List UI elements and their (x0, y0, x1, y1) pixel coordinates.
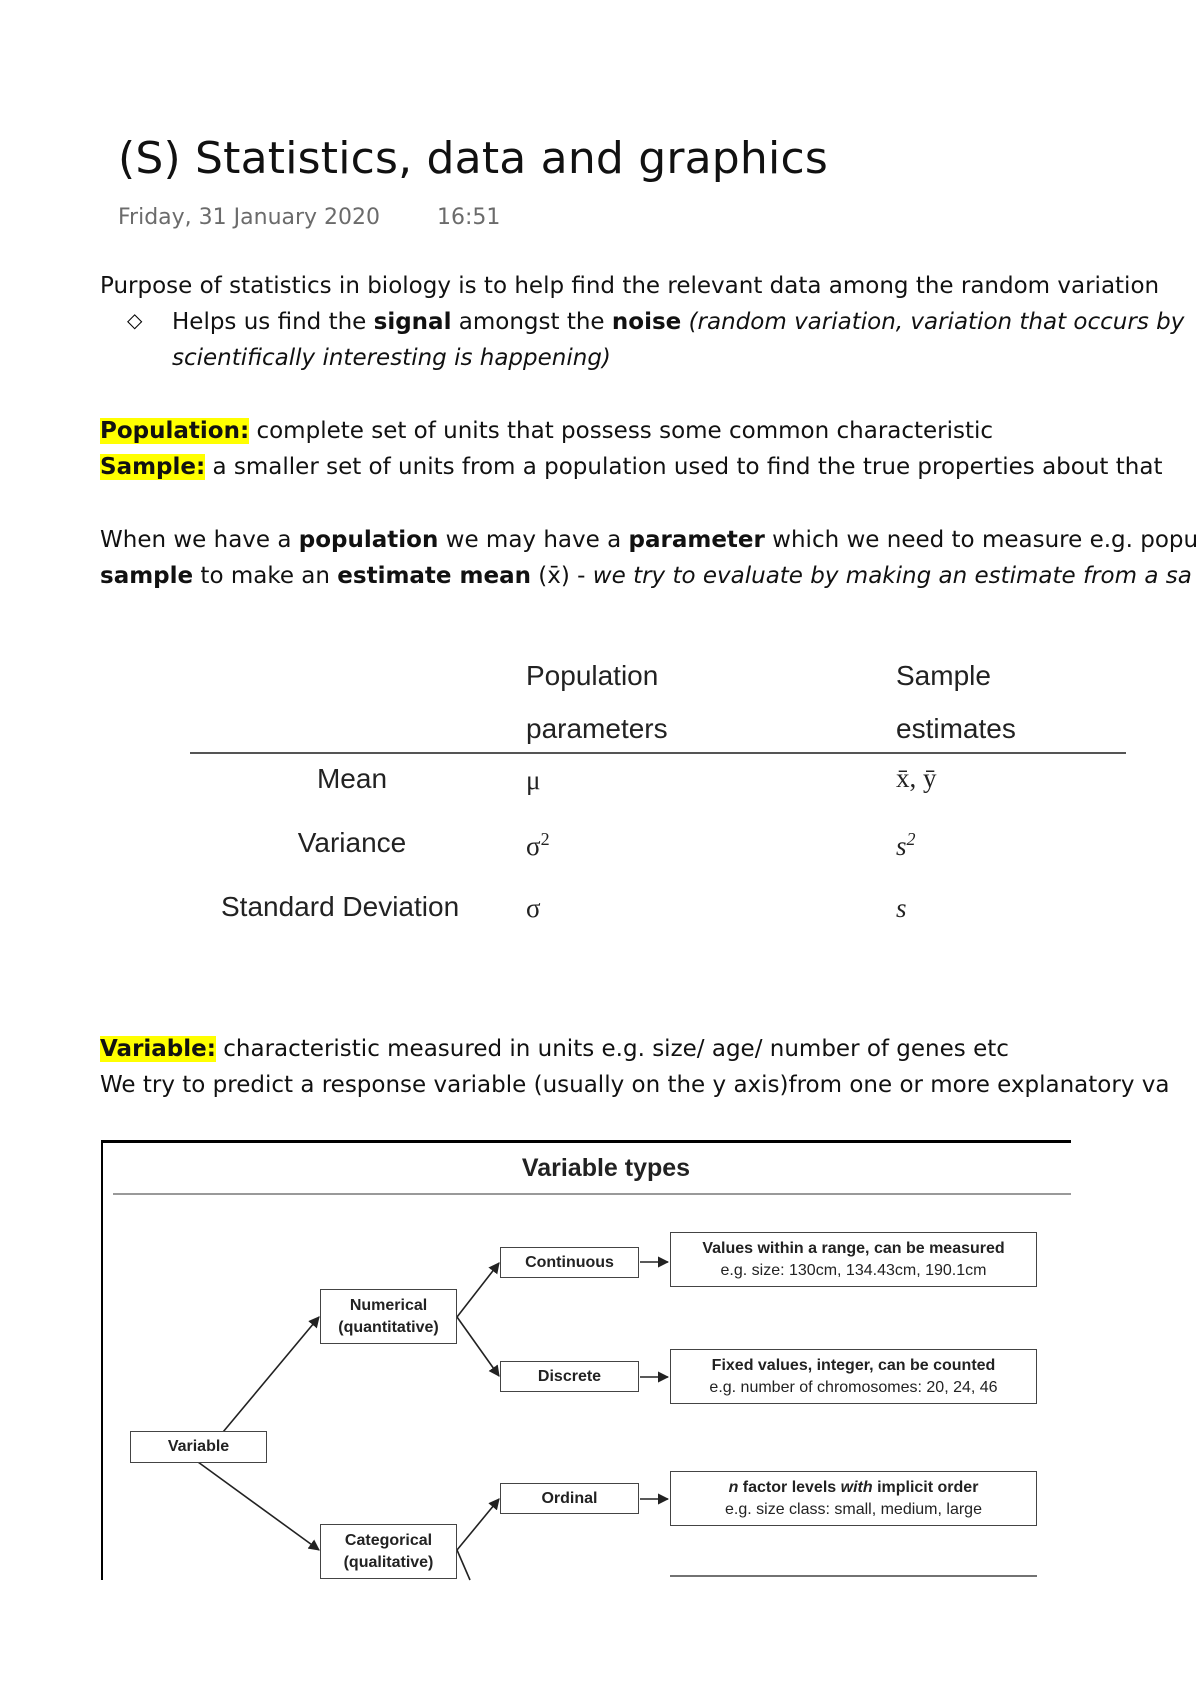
diagram-title: Variable types (521, 1154, 691, 1182)
para-text: we may have a (438, 527, 629, 553)
sigma-symbol: σ (526, 831, 541, 861)
variable-text: characteristic measured in units e.g. size/ age/ number of genes etc (215, 1036, 1009, 1062)
superscript: 2 (540, 829, 550, 849)
arrow-numerical-continuous (457, 1263, 499, 1317)
box-discrete-description (670, 1349, 1037, 1404)
sample-term: Sample: (100, 454, 206, 480)
box-variable (130, 1431, 267, 1463)
box-ordinal-description (670, 1471, 1037, 1526)
para-italic: we try to evaluate by making an estimate from a sa (592, 563, 1192, 589)
header-sample: Sample (896, 660, 991, 691)
population-term: Population: (100, 418, 250, 444)
continuous-desc-example: e.g. size: 130cm, 134.43cm, 190.1cm (720, 1261, 987, 1279)
box-numerical-label: Numerical (349, 1296, 428, 1314)
para-text: When we have a (100, 527, 299, 553)
std-sample-symbol: s (896, 893, 907, 923)
para-text: which we need to measure e.g. popu (764, 527, 1199, 553)
arrow-categorical-ordinal (457, 1499, 499, 1550)
header-parameters: parameters (526, 713, 668, 744)
mean-population-symbol: μ (526, 765, 541, 795)
continuous-desc-title: Values within a range, can be measured (702, 1239, 1005, 1257)
arrow-categorical-next (457, 1550, 470, 1580)
superscript: 2 (906, 829, 916, 849)
diamond-bullet-icon: ◇ (127, 308, 143, 332)
box-discrete (500, 1361, 639, 1392)
arrow-variable-categorical (198, 1462, 319, 1550)
box-continuous (500, 1247, 639, 1278)
header-population: Population (526, 660, 659, 691)
bullet-text-b: amongst the (451, 309, 612, 335)
box-continuous-description (670, 1232, 1037, 1287)
bullet-text-c: (random variation, variation that occurs by (681, 309, 1185, 335)
row-label-mean: Mean (316, 763, 388, 794)
variable-line-2: We try to predict a response variable (usually on the y axis)from one or more explanatory va (100, 1072, 1170, 1098)
intro-line: Purpose of statistics in biology is to help find the relevant data among the random variation (100, 273, 1160, 299)
bullet-text-d: scientifically interesting is happening) (172, 345, 611, 371)
ordinal-desc-title (729, 1477, 979, 1499)
page-date: Friday, 31 January 2020 (118, 205, 381, 230)
para-text: (x̄) - (531, 563, 593, 589)
bullet-signal: signal (373, 309, 452, 335)
arrow-numerical-discrete (457, 1317, 499, 1376)
mean-sample-symbol: x̄, ȳ (896, 763, 937, 793)
box-ordinal (500, 1483, 639, 1514)
page-title: (S) Statistics, data and graphics (118, 133, 828, 184)
row-label-std-dev: Standard Deviation (221, 891, 460, 922)
para-bold: population (298, 527, 439, 553)
std-population-symbol: σ (526, 893, 541, 923)
box-numerical (320, 1289, 457, 1344)
para-bold: estimate mean (337, 563, 531, 589)
header-estimates: estimates (896, 713, 1016, 744)
variable-term: Variable: (100, 1036, 216, 1062)
box-categorical (320, 1524, 457, 1579)
sample-text: a smaller set of units from a population used to find the true properties about that (205, 454, 1163, 480)
para-bold: parameter (628, 527, 765, 553)
box-numerical-sublabel: (quantitative) (338, 1318, 439, 1336)
ordinal-n: n (728, 1478, 739, 1496)
box-categorical-label: Categorical (344, 1531, 433, 1549)
s-symbol: s (896, 831, 907, 861)
box-variable-label: Variable (167, 1438, 230, 1455)
bullet-noise: noise (611, 309, 682, 335)
box-discrete-label: Discrete (537, 1367, 602, 1385)
ordinal-text: implicit order (872, 1478, 979, 1496)
page-time: 16:51 (437, 205, 501, 230)
ordinal-desc-example: e.g. size class: small, medium, large (725, 1500, 982, 1518)
para-bold: sample (100, 563, 194, 589)
population-text: complete set of units that possess some common characteristic (249, 418, 994, 444)
bullet-text-a: Helps us find the (172, 309, 374, 335)
ordinal-text: factor levels (738, 1478, 841, 1496)
box-ordinal-label: Ordinal (541, 1489, 598, 1507)
ordinal-with: with (840, 1478, 873, 1496)
row-label-variance: Variance (297, 827, 407, 858)
para-text: to make an (193, 563, 338, 589)
discrete-desc-example: e.g. number of chromosomes: 20, 24, 46 (709, 1378, 998, 1396)
discrete-desc-title: Fixed values, integer, can be counted (711, 1356, 996, 1374)
box-categorical-sublabel: (qualitative) (343, 1553, 434, 1571)
box-continuous-label: Continuous (525, 1253, 614, 1271)
